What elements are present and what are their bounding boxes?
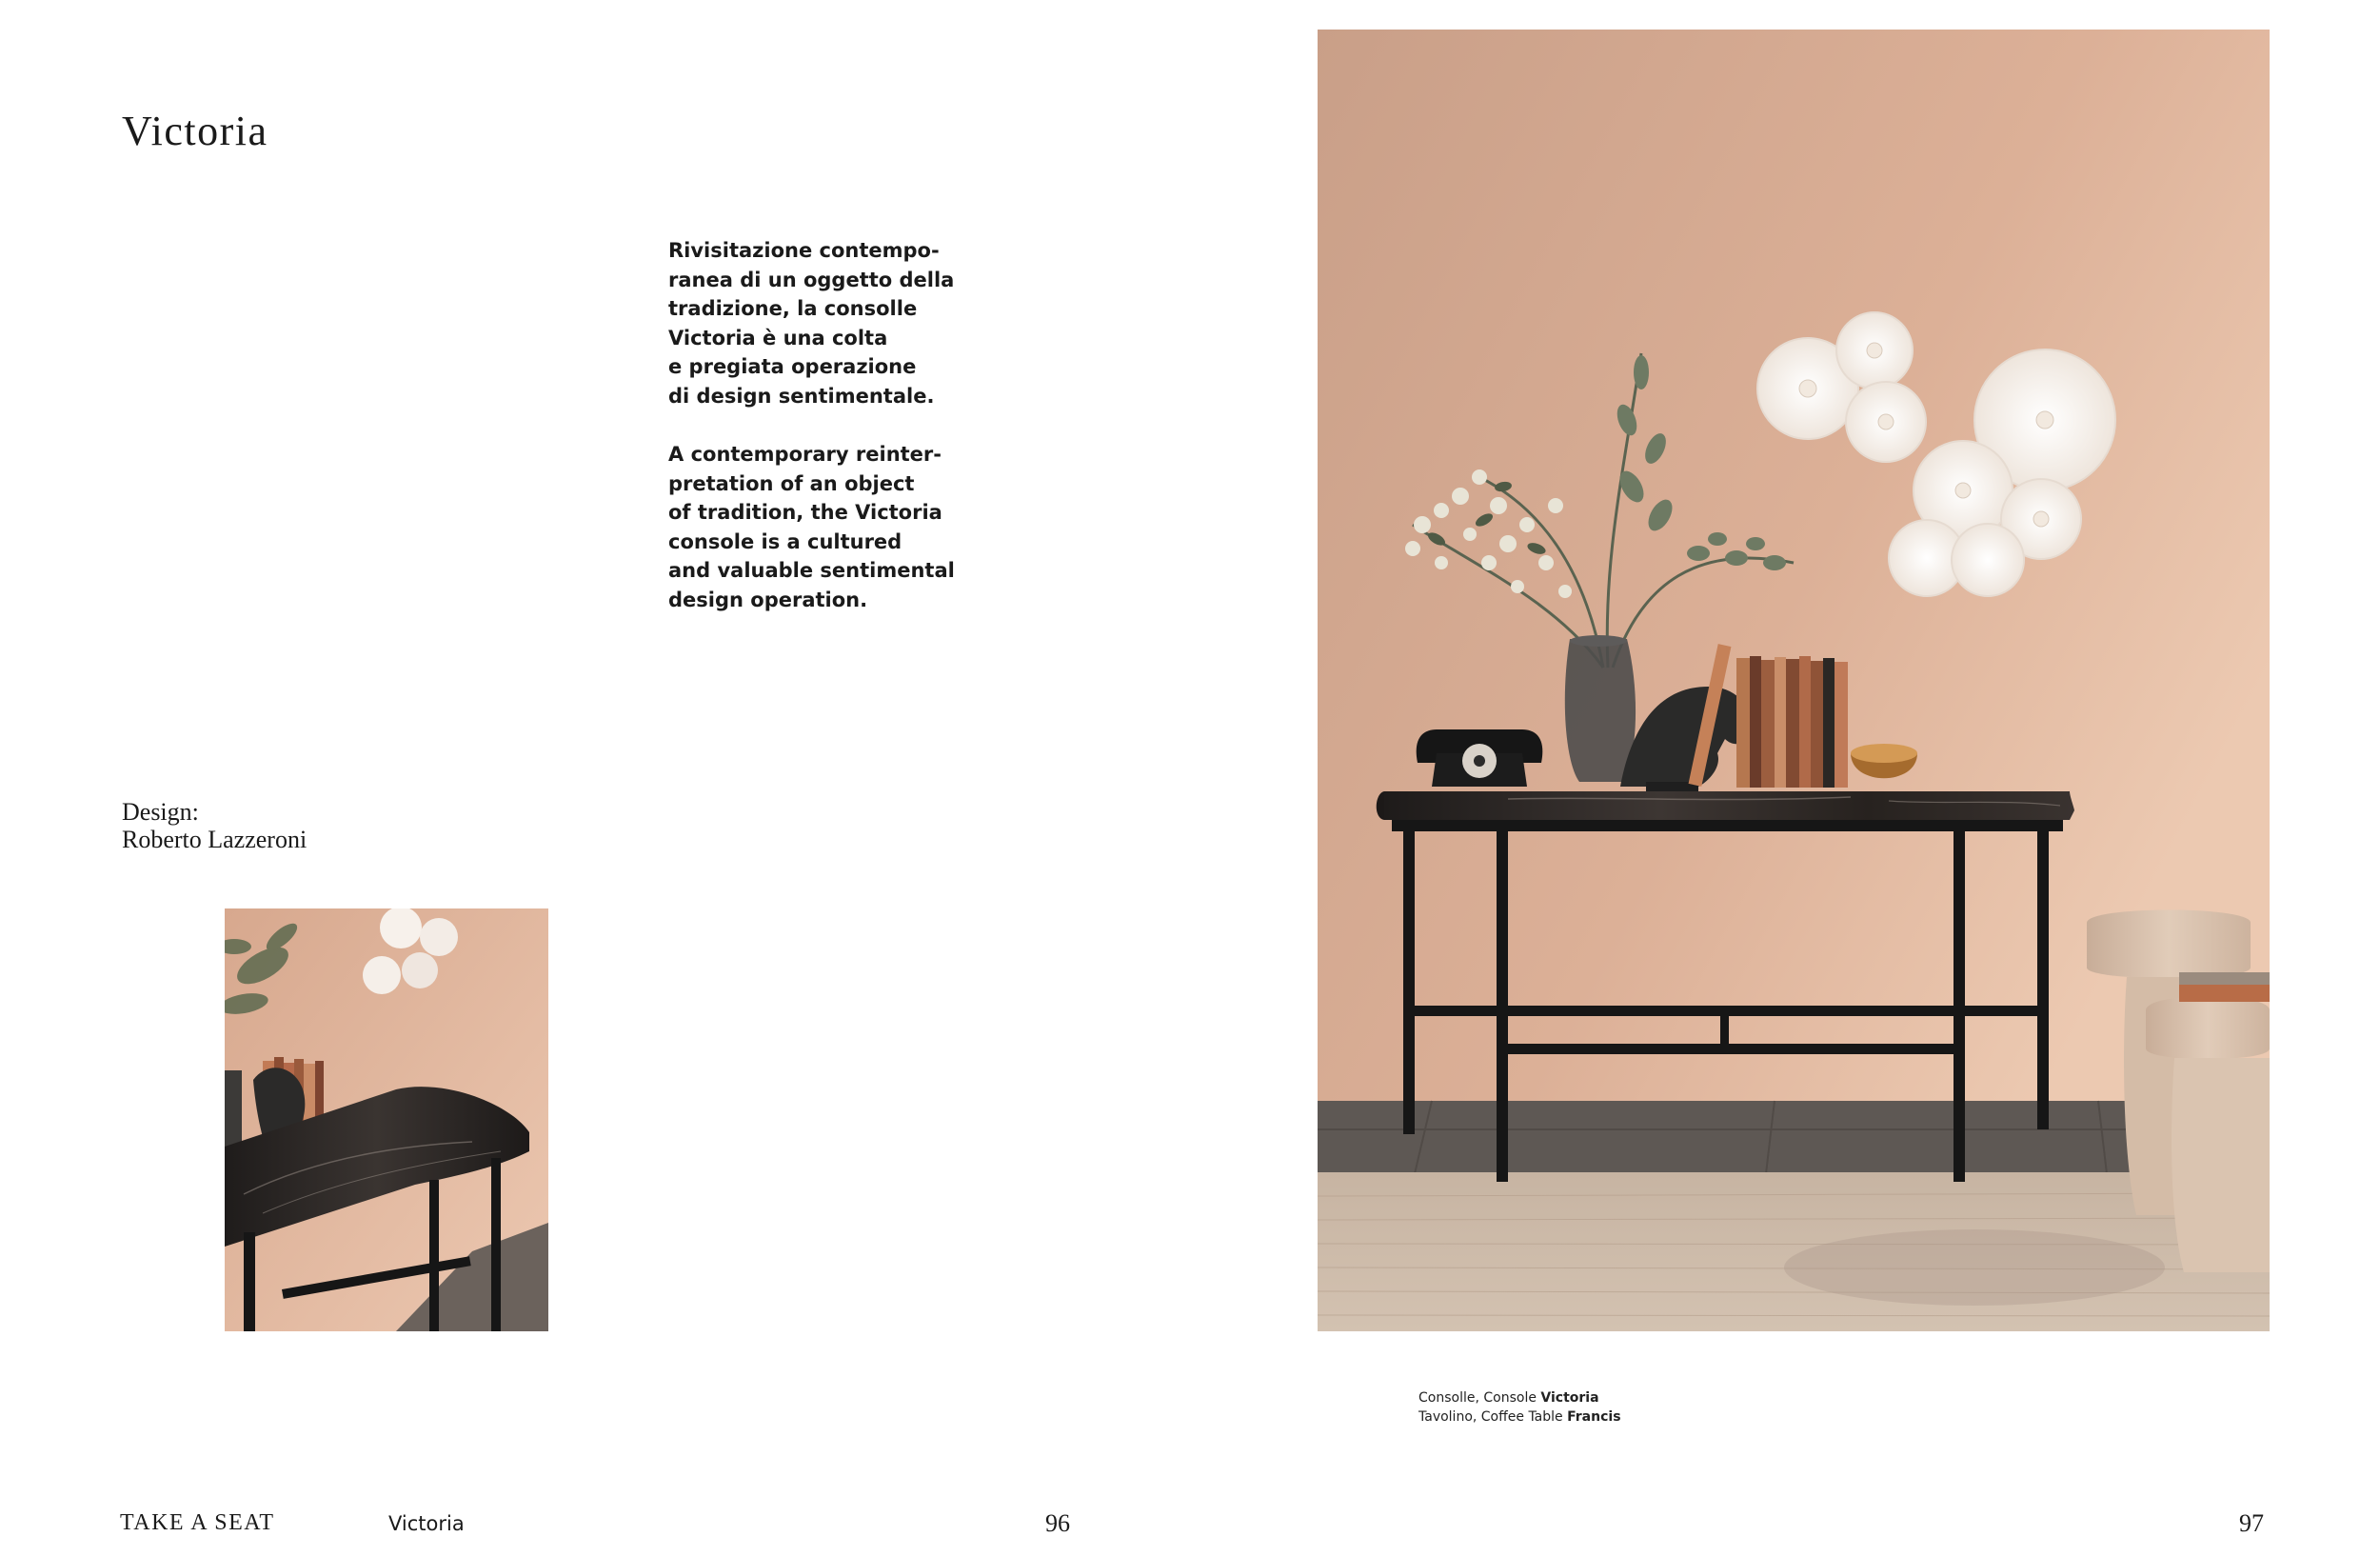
photo-caption bbox=[1418, 1388, 1621, 1427]
caption-coffee-table-text: Tavolino, Coffee Table bbox=[1418, 1409, 1568, 1425]
description-italian-line: ranea di un oggetto della bbox=[668, 268, 955, 291]
description-english-line: design operation. bbox=[668, 588, 868, 611]
console-room-photo bbox=[1318, 30, 2270, 1331]
caption-console-product: Victoria bbox=[1540, 1390, 1599, 1406]
description-english-line: pretation of an object bbox=[668, 471, 915, 495]
description-english-line: console is a cultured bbox=[668, 529, 902, 553]
footer-brand: TAKE A SEAT bbox=[120, 1510, 275, 1535]
description-english-line: A contemporary reinter- bbox=[668, 443, 942, 466]
description-italian-line: Rivisitazione contempo- bbox=[668, 239, 940, 262]
caption-line-coffee-table bbox=[1418, 1407, 1621, 1427]
caption-line-console bbox=[1418, 1388, 1621, 1407]
caption-console-text: Consolle, Console bbox=[1418, 1390, 1541, 1406]
page-title: Victoria bbox=[122, 108, 268, 154]
console-detail-photo bbox=[225, 908, 548, 1331]
description-english-line: and valuable sentimental bbox=[668, 559, 955, 582]
description-italian-line: Victoria è una colta bbox=[668, 326, 888, 349]
designer-name: Roberto Lazzeroni bbox=[122, 826, 307, 853]
description-italian-line: di design sentimentale. bbox=[668, 384, 935, 408]
page-number-right: 97 bbox=[2239, 1509, 2264, 1537]
description-italian-line: e pregiata operazione bbox=[668, 355, 917, 378]
description-italian bbox=[668, 236, 954, 410]
description-english-line: of tradition, the Victoria bbox=[668, 501, 942, 524]
page-number-left: 96 bbox=[1045, 1509, 1070, 1537]
footer-section: Victoria bbox=[388, 1512, 465, 1535]
description-english bbox=[668, 440, 954, 614]
caption-coffee-table-product: Francis bbox=[1567, 1409, 1621, 1425]
description-italian-line: tradizione, la consolle bbox=[668, 297, 918, 320]
designer-label: Design: bbox=[122, 798, 199, 826]
